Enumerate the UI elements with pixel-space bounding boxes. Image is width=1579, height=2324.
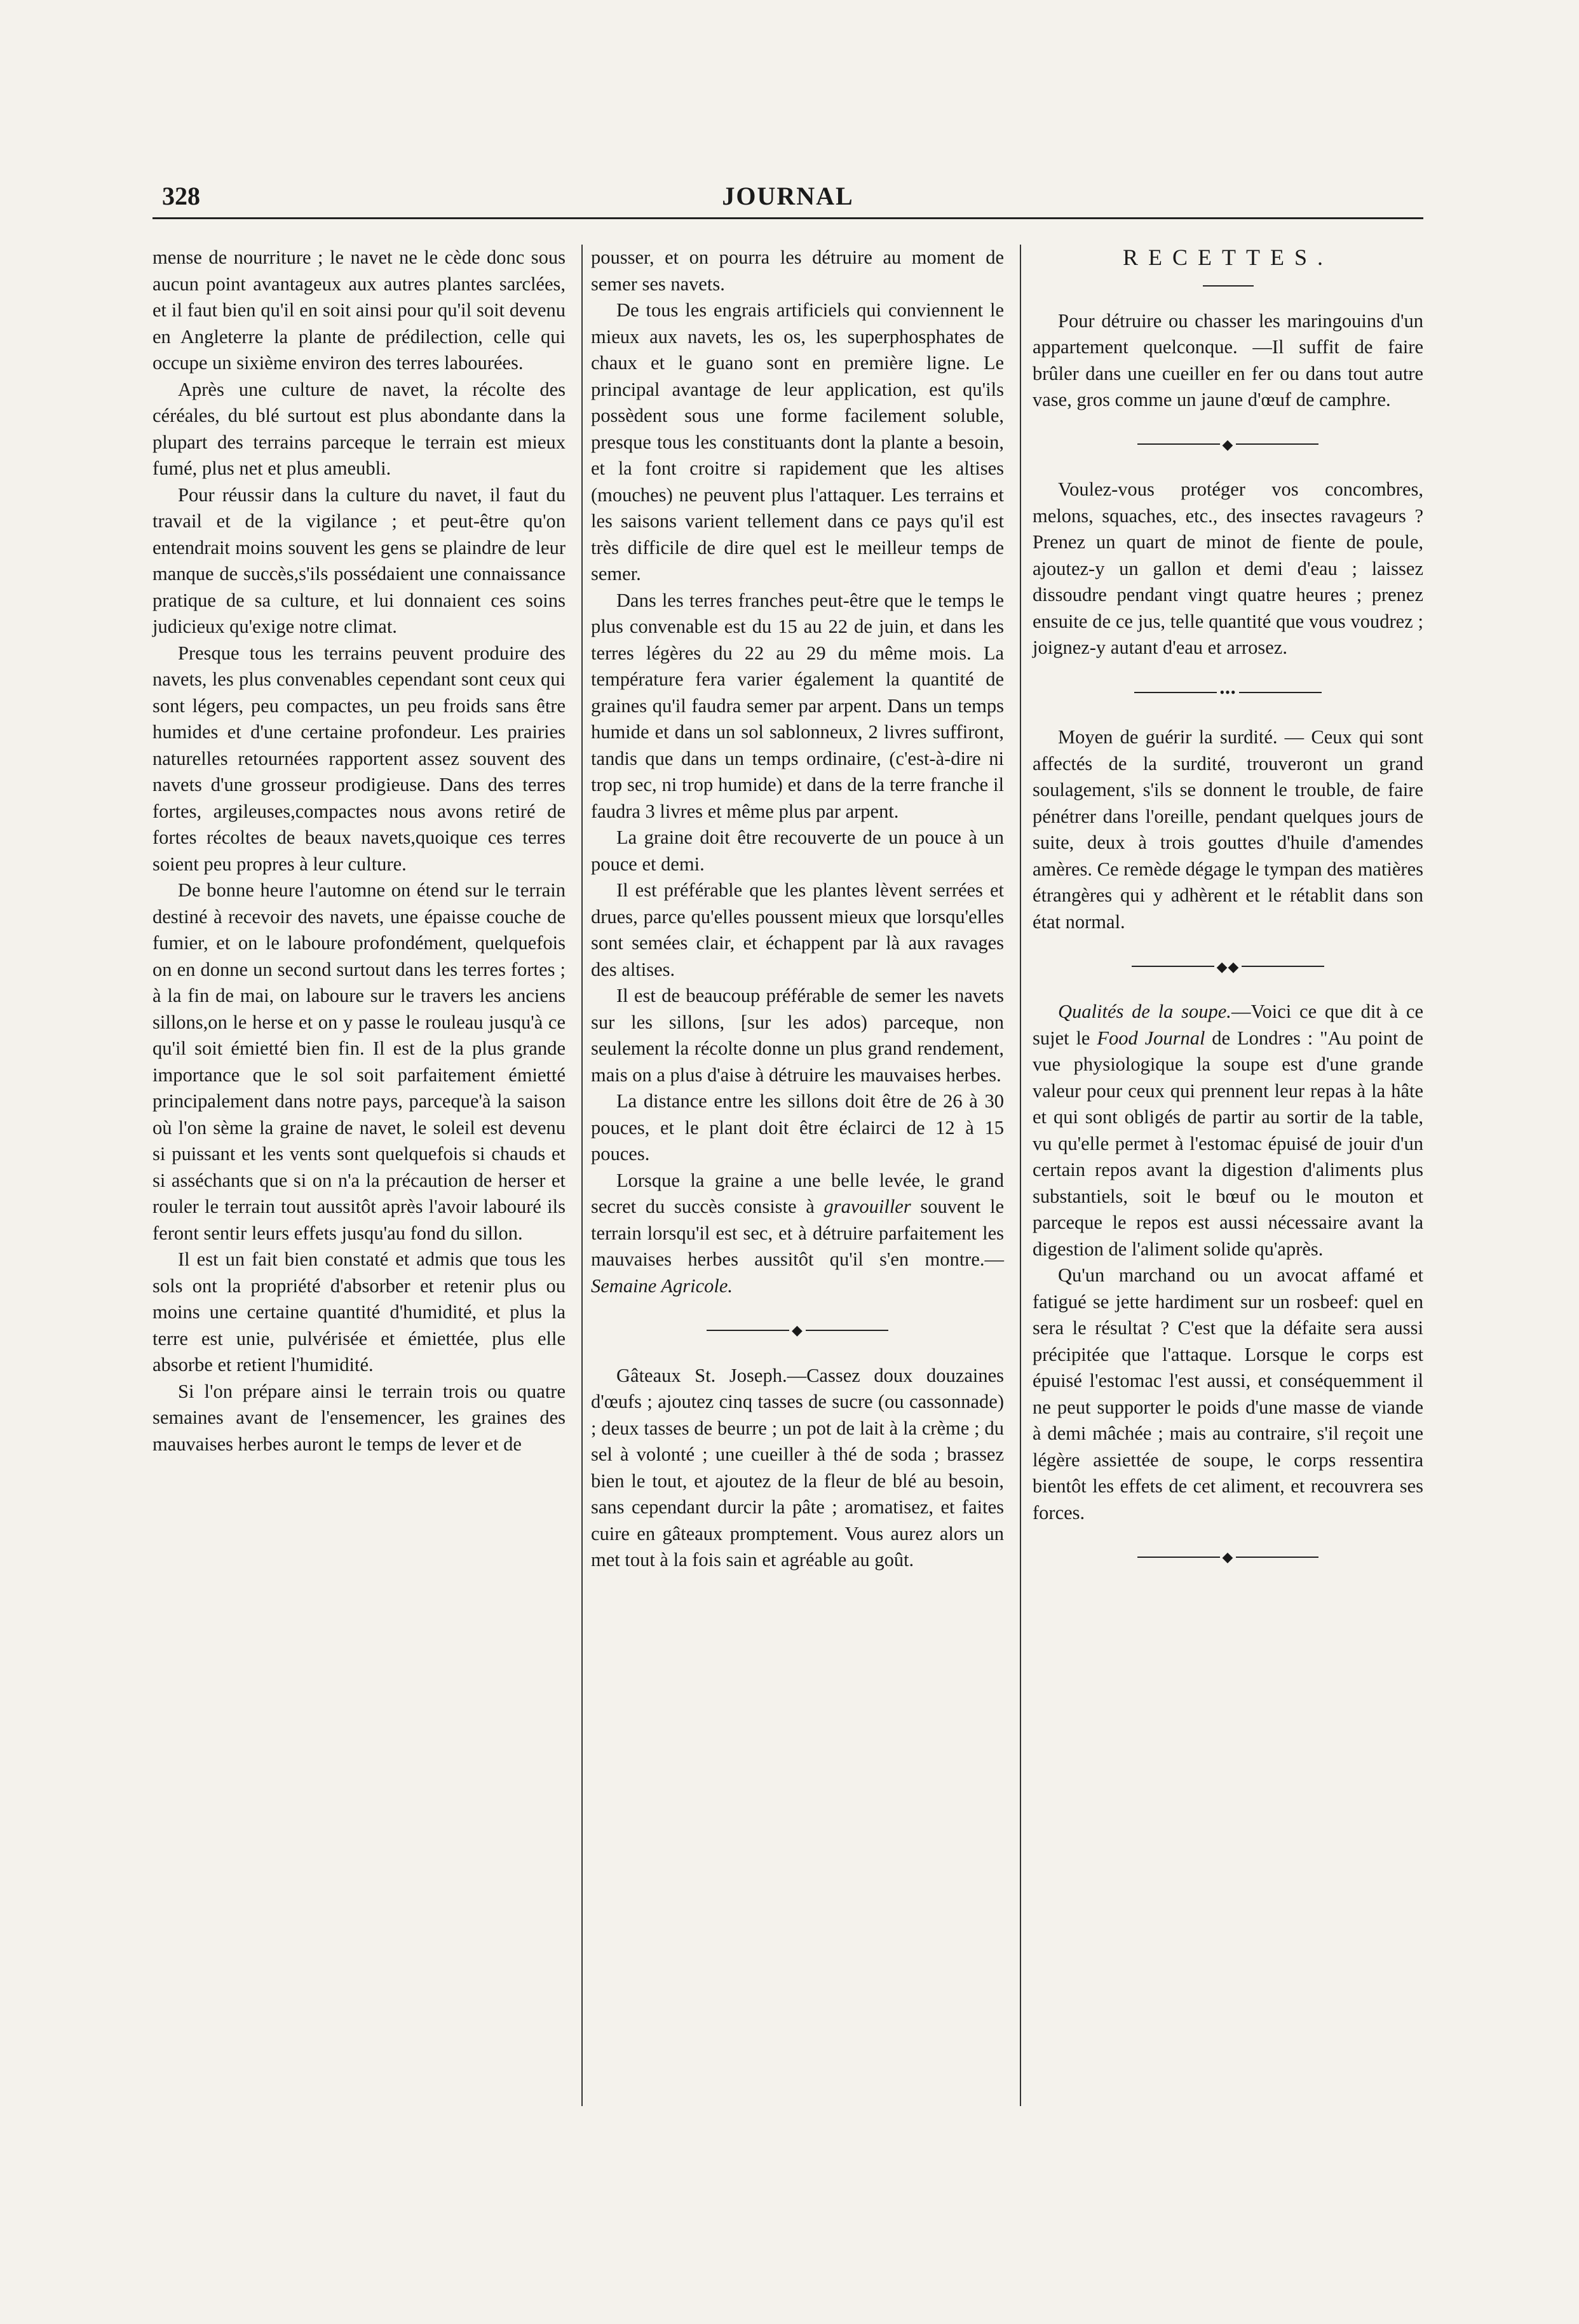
paragraph: Dans les terres franches peut-être que le temps le plus convenable est du 15 au 22 de juin, et dans les terres légères du 22 au 29 du même mois. La température fera varier également la quantité de graines qu'il faudra semer par arpent. Dans un temps humide et dans un sol sablonneux, 2 livres suffiront, tandis que dans un temps ordinaire, (c'est-à-dire ni trop sec, ni trop humide) et dans de la terre franche il faudra 3 livres et même plus par arpent.	[591, 589, 1004, 822]
paragraph: Après une culture de navet, la récolte des céréales, du blé surtout est plus abondante dans la plupart des terrains parceque le terrain est mieux fumé, plus net et plus ameubli.	[152, 378, 566, 479]
recipe-paragraph	[1033, 999, 1423, 1262]
paragraph: Il est un fait bien constaté et admis que tous les sols ont la propriété d'absorber et retenir plus ou moins une certaine quantité d'humidité, et plus la terre est unie, pulvérisée et émiettée, plus elle absorbe et retient l'humidité.	[152, 1248, 566, 1375]
recipe-paragraph: Moyen de guérir la surdité. — Ceux qui sont affectés de la surdité, trouveront un grand soulagement, s'ils se donnent le trouble, de faire pénétrer dans l'oreille, pendant quelques jours de suite, deux à trois gouttes d'huile d'amendes amères. Ce remède dégage le tympan des matières étrangères qui y adhèrent et le rétablit dans son état normal.	[1033, 726, 1423, 933]
text-run: —Voici ce que dit à ce sujet le	[1033, 1001, 1423, 1049]
column-divider	[581, 245, 583, 2106]
publication-name: Food Journal	[1097, 1027, 1205, 1049]
paragraph: De bonne heure l'automne on étend sur le terrain destiné à recevoir des navets, une épaisse couche de fumier, et on le laboure profondément, quelquefois on en donne un second surtout dans les terres fortes ; à la fin de mai, on laboure sur le travers les anciens sillons,on le herse et on y passe le rouleau jusqu'à ce qu'il soit émietté bien fin. Il est de la plus grande importance que le sol soit parfaitement émietté principalement dans notre pays, parceque'à la saison où l'on sème la graine de navet, le soleil est devenu si puissant et les vents sont quelquefois si chauds et si asséchants que si on n'a la précaution de herser et rouler le terrain tout aussitôt après l'avoir labouré ils feront sentir leurs effets jusqu'au fond du sillon.	[152, 879, 566, 1244]
recipe-paragraph: Gâteaux St. Joseph.—Cassez doux douzaines d'œufs ; ajoutez cinq tasses de sucre (ou cassonnade) ; deux tasses de beurre ; un pot de lait à la crème ; du sel à volonté ; une cueiller à thé de soda ; brassez bien le tout, et ajoutez de la fleur de blé au besoin, sans cependant durcir la pâte ; aromatisez, et faites cuire en gâteaux promptement. Vous aurez alors un met tout à la fois sain et agréable au goût.	[591, 1364, 1004, 1571]
paragraph: mense de nourriture ; le navet ne le cède donc sous aucun point avantageux aux autres plantes sarclées, et il faut bien qu'il en soit ainsi pour qu'il soit devenu en Angleterre la plante de prédilection, celle qui occupe un sixième environ des terres labourées.	[152, 247, 566, 374]
recipe-paragraph: Voulez-vous protéger vos concombres, melons, squaches, etc., des insectes ravageurs ? Prenez un quart de minot de fiente de poule, ajoutez-y un gallon et demi d'eau ; laissez dissoudre pendant vingt quatre heures ; prenez ensuite de ce jus, telle quantité que vous voudrez ; joignez-y autant d'eau et arrosez.	[1033, 478, 1423, 659]
column-divider	[1020, 245, 1021, 2106]
page-number: 328	[162, 182, 200, 210]
paragraph: Il est préférable que les plantes lèvent serrées et drues, parce qu'elles poussent mieux que lorsqu'elles sont semées clair, et échappent par là aux ravages des altises.	[591, 879, 1004, 980]
recipe-title: Qualités de la soupe.	[1058, 1001, 1231, 1023]
column-left	[152, 245, 566, 1457]
ornament-divider: •••	[1033, 678, 1423, 706]
paragraph: Pour réussir dans la culture du navet, il faut du travail et de la vigilance ; et peut-être qu'on entendrait moins souvent les gens se plaindre de leur manque de succès,s'ils possédaient une connaissance pratique de sa culture, et lui donnaient ces soins judicieux qu'exige notre climat.	[152, 483, 566, 637]
paragraph: Qu'un marchand ou un avocat affamé et fatigué se jette hardiment sur un rosbeef: quel en sera le résultat ? C'est que la défaite sera aussi précipitée que l'attaque. Lorsque le corps est épuisé l'estomac l'est aussi, et conséquemment il ne peut supporter le poids d'une masse de viande à demi mâchée ; mais au contraire, s'il reçoit une légère assiettée de soupe, le corps ressentira bientôt les effets de cet aliment, et recouvrera ses forces.	[1033, 1264, 1423, 1523]
paragraph: Il est de beaucoup préférable de semer les navets sur les sillons, [sur les ados) parceque, non seulement la récolte donne un plus grand rendement, mais on a plus d'aise à détruire les mauvaises herbes.	[591, 985, 1004, 1086]
paragraph	[591, 1168, 1004, 1300]
recipe-paragraph: Pour détruire ou chasser les maringouins d'un appartement quelconque. —Il suffit de faire brûler dans une cueiller en fer ou dans tout autre vase, gros comme un jaune d'œuf de camphre.	[1033, 309, 1423, 410]
paragraph: De tous les engrais artificiels qui conviennent le mieux aux navets, les os, les superphosphates de chaux et le guano sont en première ligne. Le principal avantage de leur application, est qu'ils possèdent sous une forme facilement soluble, presque tous les constituants dont la plante a besoin, et la font croitre si rapidement que les altises (mouches) ne peuvent plus l'attaquer. Les terrains et les saisons varient tellement dans ce pays qu'il est très difficile de dire quel est le meilleur temps de semer.	[591, 299, 1004, 584]
ornament-divider: ◆	[1033, 1543, 1423, 1571]
text-run: Lorsque la graine a une belle levée, le grand secret du succès consiste à	[591, 1169, 1004, 1217]
page-header	[152, 181, 1423, 219]
text-run: de Londres : "Au point de vue physiologique la soupe est d'une grande valeur pour ceux qui prennent leur repas à la hâte et qui sont obligés de partir au sortir de la table, vu qu'elle permet à l'estomac épuisé de jouir d'un certain repos avant la digestion d'aliments plus substantiels, soit le bœuf ou le mouton et parceque le repos est aussi nécessaire avant la digestion de l'aliment solide qu'après.	[1033, 1027, 1423, 1260]
source-citation: Semaine Agricole.	[591, 1274, 733, 1297]
paragraph: pousser, et on pourra les détruire au moment de semer ses navets.	[591, 247, 1004, 295]
paragraph: Presque tous les terrains peuvent produire des navets, les plus convenables cependant sont ceux qui sont légers, peu compactes, un peu froids sans être humides et d'une certaine profondeur. Les prairies naturelles retournées rapportent assez souvent des navets d'une grosseur prodigieuse. Dans des terres fortes, argileuses,compactes nous avons retiré de fortes récoltes de beaux navets,quoique ces terres soient peu propres à leur culture.	[152, 642, 566, 875]
column-middle	[591, 245, 1004, 1574]
title-rule	[1203, 285, 1254, 287]
ornament-divider: ◆◆	[1033, 952, 1423, 980]
text-run: souvent le terrain lorsqu'il est sec, et à détruire parfaitement les mauvaises herbes aussitôt qu'il s'en montre.—	[591, 1196, 1004, 1270]
paragraph: Si l'on prépare ainsi le terrain trois ou quatre semaines avant de l'ensemencer, les graines des mauvaises herbes auront le temps de lever et de	[152, 1380, 566, 1455]
ornament-divider: ◆	[1033, 430, 1423, 458]
paragraph: La graine doit être recouverte de un pouce à un pouce et demi.	[591, 827, 1004, 875]
column-right	[1033, 245, 1423, 1590]
paragraph: La distance entre les sillons doit être de 26 à 30 pouces, et le plant doit être éclairci de 12 à 15 pouces.	[591, 1090, 1004, 1165]
emphasis: gravouiller	[823, 1196, 911, 1217]
section-title: RECETTES.	[1123, 245, 1333, 270]
header-rule	[152, 217, 1423, 219]
ornament-divider: ◆	[591, 1316, 1004, 1344]
journal-title: JOURNAL	[722, 182, 854, 210]
